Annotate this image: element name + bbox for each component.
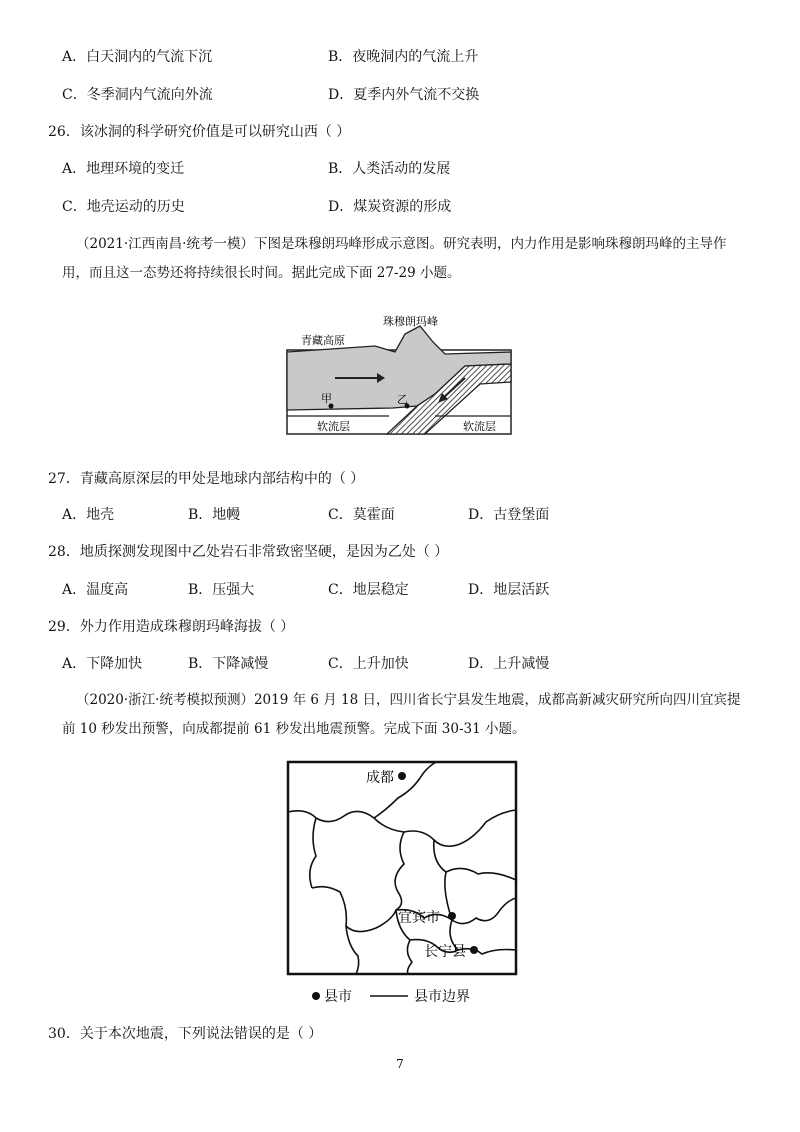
- label-plateau: 青藏高原: [301, 334, 345, 347]
- label-yibin: 宜宾市: [398, 910, 440, 926]
- chengdu-dot: [398, 772, 406, 780]
- page-number: 7: [396, 1057, 404, 1071]
- q28-option-c: C．地层稳定: [328, 582, 409, 598]
- label-chengdu: 成都: [366, 770, 394, 786]
- q25-option-b: B．夜晚洞内的气流上升: [328, 49, 479, 65]
- changning-dot: [470, 946, 478, 954]
- q29-option-b: B．下降减慢: [188, 656, 269, 672]
- q29-option-c: C．上升加快: [328, 656, 409, 672]
- q28-option-b: B．压强大: [188, 582, 255, 598]
- label-yi: 乙: [397, 393, 408, 406]
- q26-option-b: B．人类活动的发展: [328, 161, 451, 177]
- intro-30-31-line1: （2020·浙江·统考模拟预测）2019 年 6 月 18 日，四川省长宁县发生地震，成都高新减灾研究所向四川宜宾提: [76, 692, 741, 708]
- q27-option-d: D．古登堡面: [468, 507, 550, 523]
- q25-option-c: C．冬季洞内气流向外流: [62, 87, 213, 103]
- q30-stem: 30．关于本次地震，下列说法错误的是（ ）: [48, 1026, 323, 1042]
- q26-option-d: D．煤炭资源的形成: [328, 199, 452, 215]
- sichuan-map: [286, 760, 518, 1010]
- label-jia: 甲: [321, 392, 332, 405]
- intro-27-29: [62, 230, 752, 288]
- q29-option-a: A．下降加快: [62, 656, 143, 672]
- q25-option-a: A．白天洞内的气流下沉: [62, 49, 213, 65]
- q29-option-d: D．上升减慢: [468, 656, 550, 672]
- label-changning: 长宁县: [424, 944, 466, 960]
- everest-diagram: [285, 312, 515, 438]
- legend-city: 县市: [324, 989, 352, 1005]
- intro-30-31-line2: 前 10 秒发出预警，向成都提前 61 秒发出地震预警。完成下面 30-31 小题。: [62, 721, 526, 737]
- q26-option-a: A．地理环境的变迁: [62, 161, 185, 177]
- intro-27-29-line2: 用，而且这一态势还将持续很长时间。据此完成下面 27-29 小题。: [62, 265, 461, 281]
- map-frame: [288, 762, 516, 974]
- intro-30-31: [62, 686, 752, 744]
- q28-option-a: A．温度高: [62, 582, 129, 598]
- q26-option-c: C．地壳运动的历史: [62, 199, 185, 215]
- q25-option-d: D．夏季内外气流不交换: [328, 87, 480, 103]
- label-peak: 珠穆朗玛峰: [383, 315, 438, 328]
- q29-stem: 29．外力作用造成珠穆朗玛峰海拔（ ）: [48, 619, 295, 635]
- intro-27-29-line1: （2021·江西南昌·统考一模）下图是珠穆朗玛峰形成示意图。研究表明，内力作用是影响珠穆朗玛峰的主导作: [76, 236, 727, 252]
- legend-boundary: 县市边界: [414, 989, 470, 1005]
- q27-option-c: C．莫霍面: [328, 507, 395, 523]
- legend-city-dot: [312, 992, 320, 1000]
- q28-option-d: D．地层活跃: [468, 582, 550, 598]
- yibin-dot: [448, 912, 456, 920]
- q26-stem: 26．该冰洞的科学研究价值是可以研究山西（ ）: [48, 124, 351, 140]
- q28-stem: 28．地质探测发现图中乙处岩石非常致密坚硬，是因为乙处（ ）: [48, 544, 449, 560]
- label-soft-right: 软流层: [463, 420, 496, 433]
- q27-option-a: A．地壳: [62, 507, 115, 523]
- label-soft-left: 软流层: [317, 420, 350, 433]
- q27-option-b: B．地幔: [188, 507, 241, 523]
- q27-stem: 27．青藏高原深层的甲处是地球内部结构中的（ ）: [48, 471, 365, 487]
